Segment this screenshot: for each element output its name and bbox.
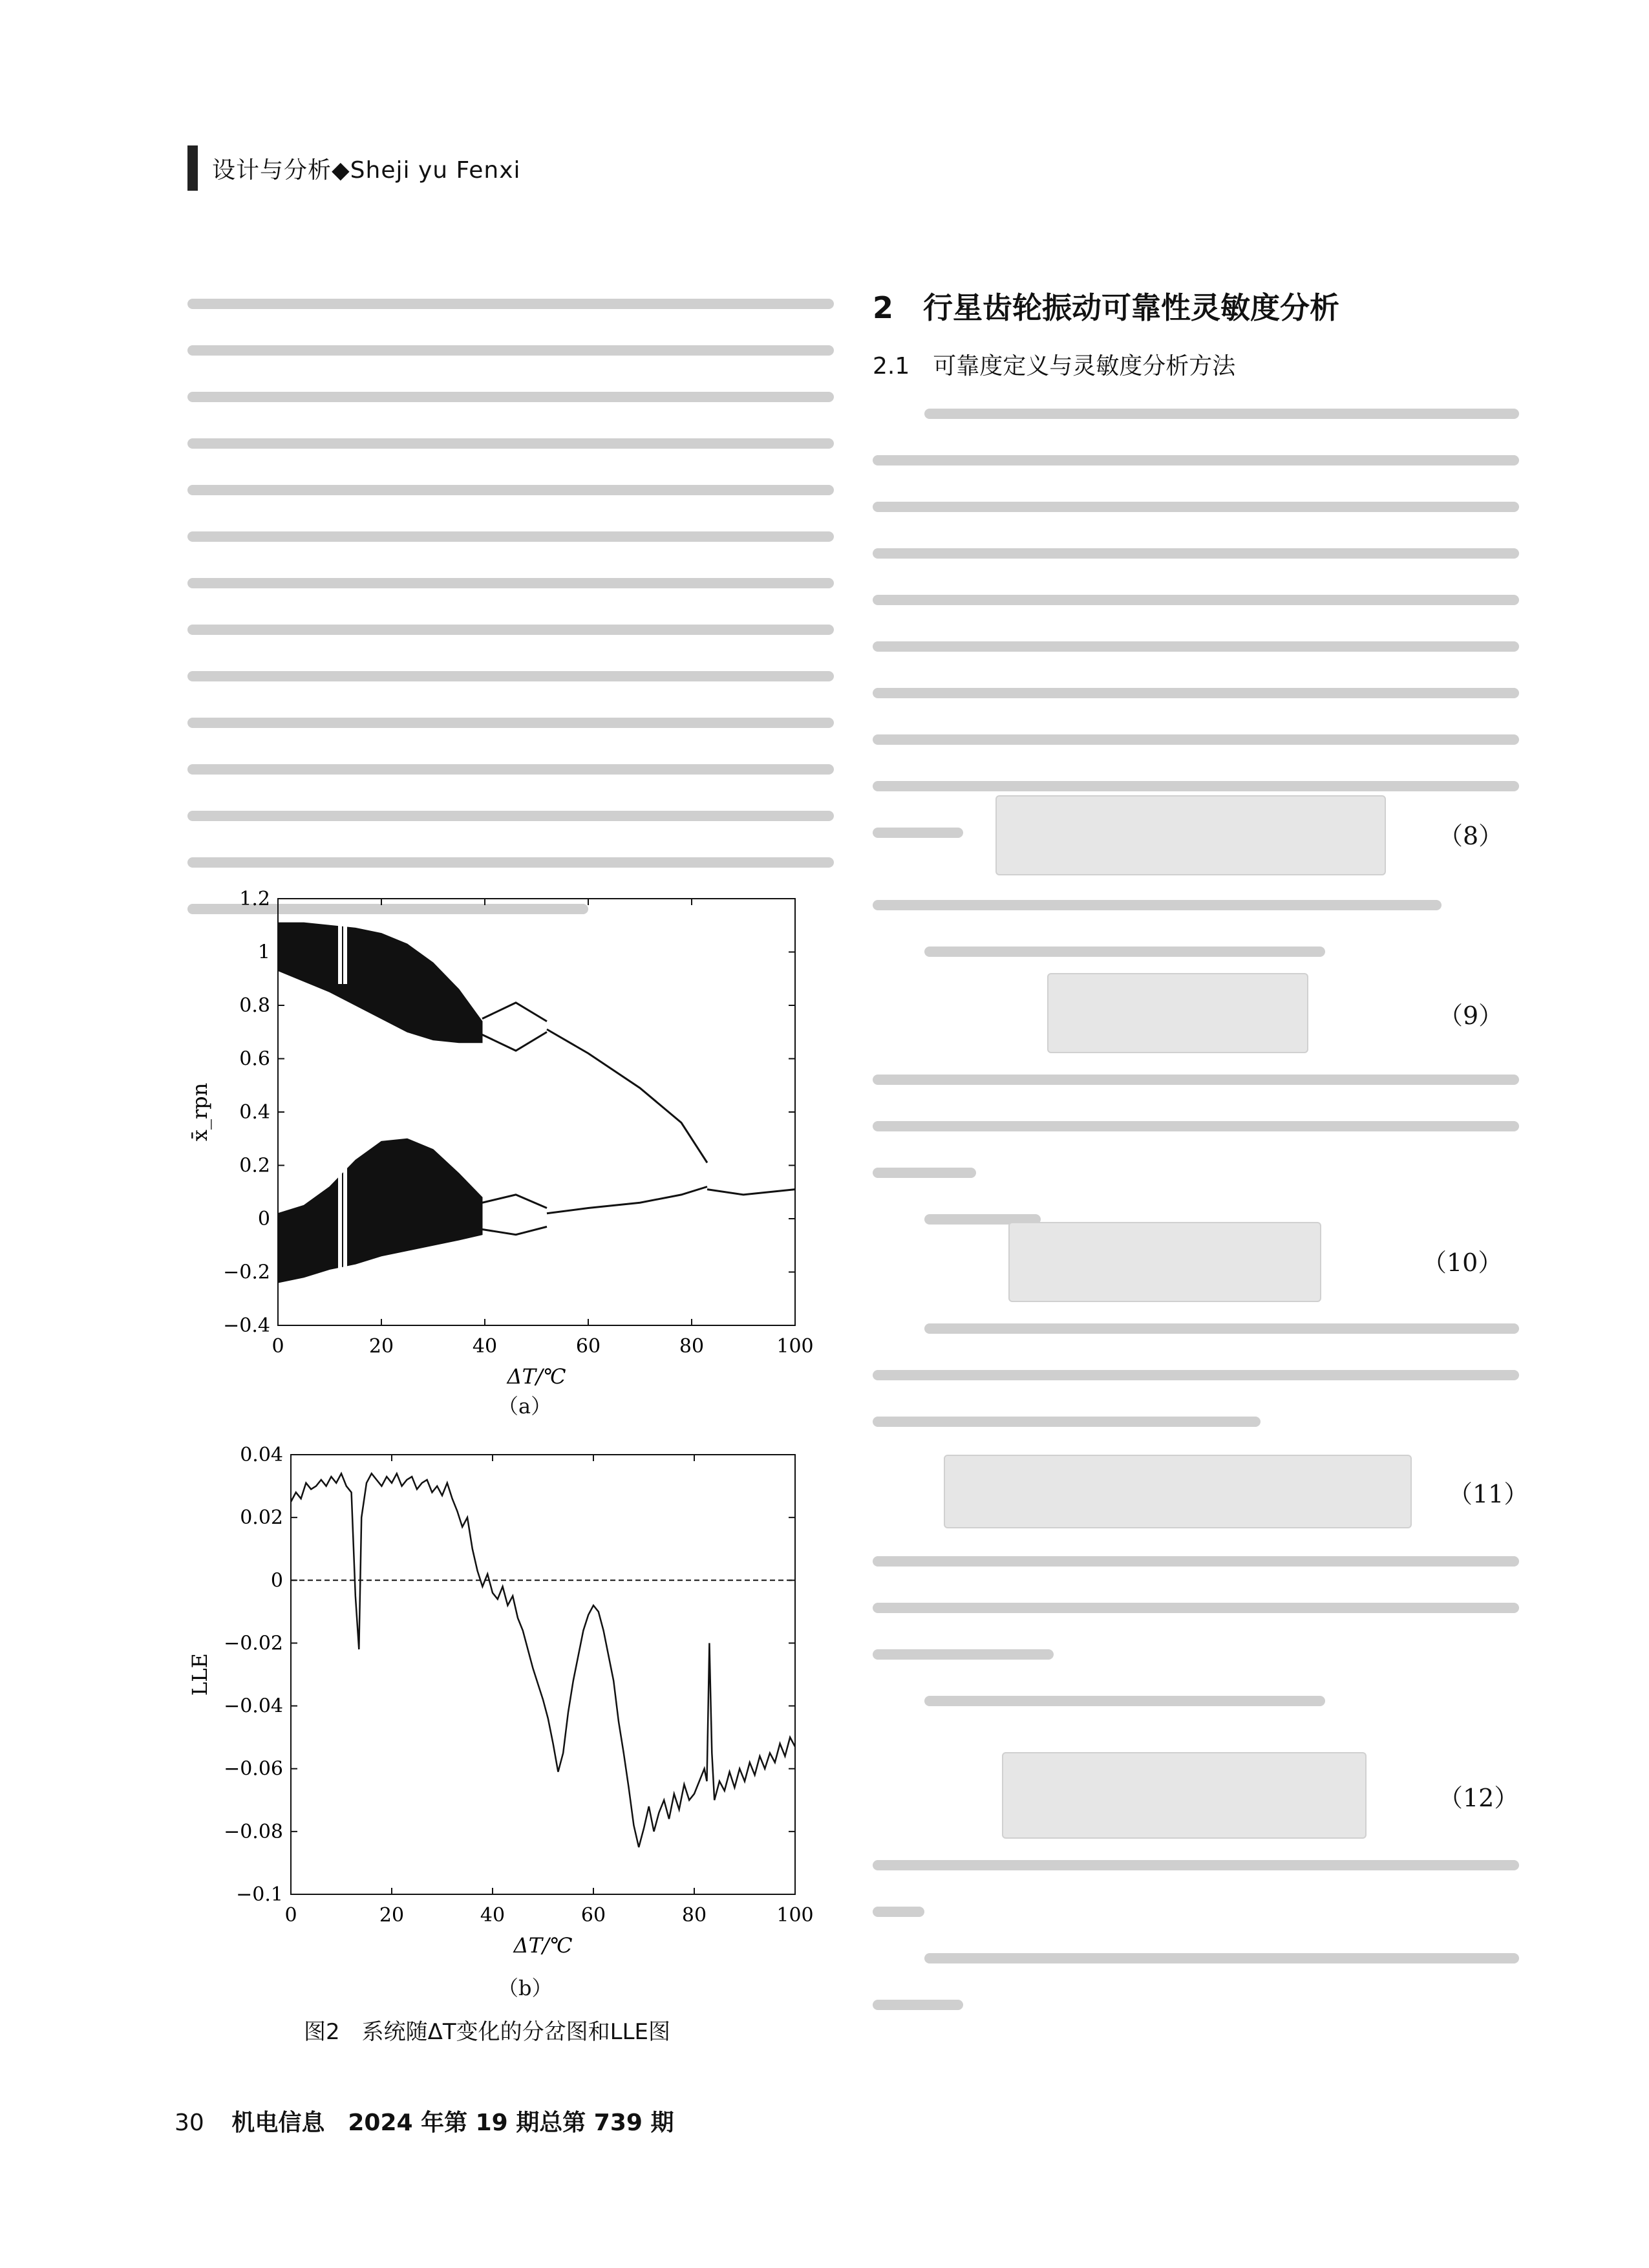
periodic-window — [338, 925, 342, 984]
periodic-window — [338, 1144, 342, 1272]
x-tick-label: 40 — [472, 1335, 498, 1358]
x-tick-label: 0 — [284, 1904, 297, 1927]
y-tick-label: 0 — [257, 1208, 270, 1230]
y-axis-label: x̄_rpn — [187, 1082, 212, 1142]
footer — [175, 2104, 674, 2137]
text-line — [187, 671, 834, 681]
text-line — [873, 1370, 1519, 1380]
equation-number-8: （8） — [1438, 822, 1504, 850]
right-body-text-2 — [873, 886, 1519, 979]
text-line — [924, 1323, 1519, 1334]
x-tick-label: 0 — [271, 1335, 284, 1358]
text-line — [187, 811, 834, 821]
formula-8-body — [995, 795, 1386, 875]
text-line — [187, 299, 834, 309]
header-bar — [187, 145, 198, 191]
equation-number-12: （12） — [1438, 1784, 1519, 1812]
y-tick-label: 0.4 — [239, 1101, 270, 1124]
text-line — [924, 947, 1325, 957]
y-tick-label: −0.1 — [236, 1883, 283, 1906]
subsection-title: 2.1 可靠度定义与灵敏度分析方法 — [873, 353, 1236, 380]
periodic-branch — [547, 1029, 707, 1162]
periodic-window — [343, 925, 347, 984]
bifurcation-chart — [187, 886, 834, 1393]
x-tick-label: 20 — [368, 1335, 394, 1358]
x-tick-label: 60 — [575, 1335, 601, 1358]
text-line — [873, 1649, 1054, 1660]
x-axis-label: ΔT/℃ — [507, 1364, 566, 1389]
text-line — [187, 578, 834, 588]
formula-12 — [1002, 1752, 1367, 1839]
text-line — [873, 455, 1519, 465]
running-title: 设计与分析◆Sheji yu Fenxi — [212, 156, 521, 184]
text-line — [873, 734, 1519, 745]
periodic-branch — [707, 1190, 795, 1195]
y-tick-label: 0.04 — [240, 1444, 283, 1466]
formula-11-body — [944, 1455, 1412, 1528]
lle-chart-svg — [187, 1442, 834, 1972]
bifurcation-chart-svg — [187, 886, 834, 1390]
text-line — [187, 345, 834, 356]
text-line — [873, 548, 1519, 559]
right-column — [873, 284, 1519, 381]
text-line — [187, 718, 834, 728]
text-line — [187, 531, 834, 542]
y-axis-label: LLE — [187, 1653, 212, 1696]
plot-frame — [291, 1455, 795, 1894]
formula-9 — [1047, 973, 1308, 1053]
y-tick-label: −0.06 — [224, 1757, 283, 1781]
x-tick-label: 100 — [776, 1904, 814, 1927]
right-body-text-6 — [873, 1846, 1519, 2032]
y-tick-label: −0.4 — [223, 1314, 270, 1337]
x-tick-label: 20 — [379, 1904, 405, 1927]
text-line — [873, 688, 1519, 698]
formula-10 — [1008, 1222, 1321, 1302]
text-line — [873, 828, 963, 838]
periodic-window — [343, 1144, 347, 1272]
y-tick-label: −0.08 — [224, 1820, 283, 1843]
text-line — [873, 1556, 1519, 1567]
page-number: 30 — [175, 2110, 204, 2136]
text-line — [187, 485, 834, 495]
equation-number-11: （11） — [1448, 1480, 1529, 1508]
upper-chaos-band — [278, 923, 482, 1043]
y-tick-label: −0.04 — [224, 1695, 283, 1718]
formula-10-body — [1008, 1222, 1321, 1302]
x-tick-label: 40 — [480, 1904, 505, 1927]
right-body-text-1 — [873, 394, 1519, 860]
x-tick-label: 80 — [681, 1904, 707, 1927]
text-line — [187, 438, 834, 449]
text-line — [924, 1696, 1325, 1706]
y-tick-label: 0.02 — [240, 1506, 283, 1530]
right-body-text-4 — [873, 1309, 1519, 1449]
journal-issue: 机电信息 2024 年第 19 期总第 739 期 — [231, 2110, 674, 2136]
y-tick-label: −0.2 — [223, 1261, 270, 1284]
text-line — [873, 1075, 1519, 1085]
text-line — [187, 764, 834, 775]
equation-number-10: （10） — [1422, 1248, 1503, 1277]
text-line — [924, 1953, 1519, 1963]
right-body-text-3 — [873, 1060, 1519, 1246]
periodic-branch — [482, 1195, 547, 1208]
text-line — [873, 900, 1442, 910]
x-tick-label: 80 — [679, 1335, 705, 1358]
lle-chart — [187, 1442, 834, 1974]
text-line — [873, 781, 1519, 791]
panel-a-label: （a） — [498, 1394, 552, 1418]
text-line — [873, 1907, 924, 1917]
equation-number-9: （9） — [1438, 1001, 1504, 1030]
x-axis-label: ΔT/℃ — [513, 1933, 573, 1958]
panel-b-label: （b） — [498, 1976, 553, 2000]
periodic-branch — [482, 1032, 547, 1051]
text-line — [187, 625, 834, 635]
text-line — [873, 2000, 963, 2010]
text-line — [187, 857, 834, 868]
text-line — [873, 595, 1519, 605]
text-line — [873, 502, 1519, 512]
text-line — [873, 641, 1519, 652]
formula-11 — [944, 1455, 1412, 1528]
left-body-text — [187, 284, 834, 936]
right-body-text-5 — [873, 1542, 1519, 1728]
formula-12-body — [1002, 1752, 1367, 1839]
y-tick-label: 1.2 — [239, 888, 270, 910]
y-tick-label: 0 — [270, 1569, 283, 1592]
running-header — [187, 145, 521, 191]
x-tick-label: 60 — [580, 1904, 606, 1927]
text-line — [873, 1603, 1519, 1613]
section-title: 2 行星齿轮振动可靠性灵敏度分析 — [873, 290, 1340, 325]
periodic-branch — [482, 1003, 547, 1022]
y-tick-label: 0.8 — [239, 994, 270, 1017]
figure-caption: 图2 系统随ΔT变化的分岔图和LLE图 — [304, 2019, 671, 2045]
x-tick-label: 100 — [776, 1335, 814, 1358]
y-tick-label: 1 — [257, 941, 270, 964]
text-line — [187, 392, 834, 402]
y-tick-label: 0.2 — [239, 1154, 270, 1177]
text-line — [924, 409, 1519, 419]
y-tick-label: 0.6 — [239, 1047, 270, 1071]
text-line — [873, 1168, 976, 1178]
formula-8 — [995, 795, 1386, 875]
y-tick-label: −0.02 — [224, 1632, 283, 1655]
text-line — [873, 1121, 1519, 1131]
periodic-branch — [547, 1187, 707, 1214]
text-line — [873, 1417, 1261, 1427]
periodic-branch — [482, 1226, 547, 1234]
lle-series-line — [291, 1473, 795, 1847]
lower-chaos-band — [278, 1139, 482, 1283]
text-line — [873, 1860, 1519, 1870]
formula-9-body — [1047, 973, 1308, 1053]
